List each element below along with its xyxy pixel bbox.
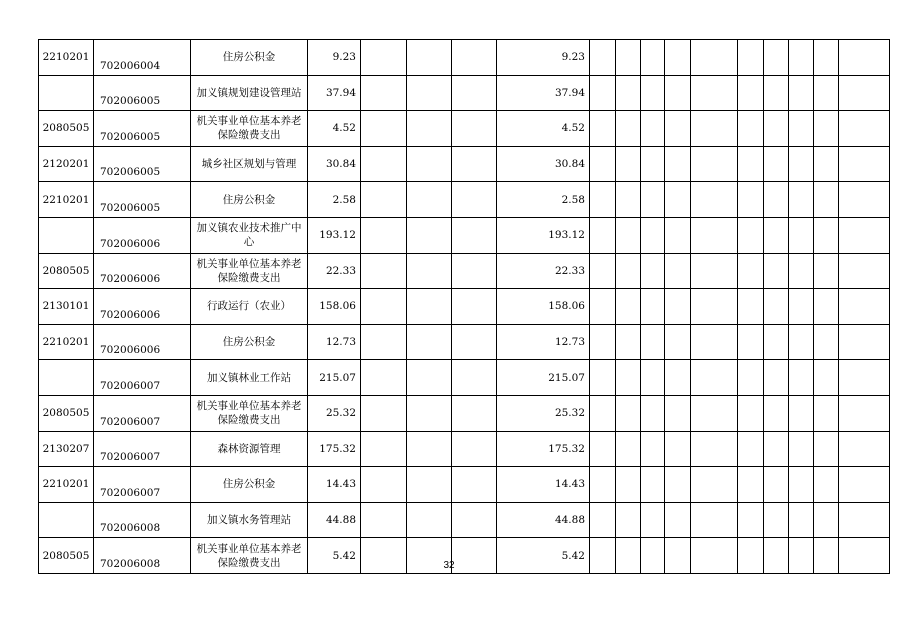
empty-cell: [764, 40, 789, 76]
empty-cell: [691, 111, 738, 147]
basic-expenditure-cell: 30.84: [497, 146, 590, 182]
unit-code-cell: 702006006: [94, 289, 191, 325]
empty-cell: [691, 360, 738, 396]
basic-expenditure-cell: 14.43: [497, 467, 590, 503]
empty-cell: [590, 75, 616, 111]
empty-cell: [590, 360, 616, 396]
subject-code-cell: 2210201: [39, 40, 94, 76]
total-amount-cell: 25.32: [308, 395, 361, 431]
empty-cell: [665, 289, 691, 325]
empty-cell: [641, 146, 665, 182]
empty-cell: [839, 40, 890, 76]
total-amount-cell: 30.84: [308, 146, 361, 182]
empty-cell: [814, 182, 839, 218]
subject-code-cell: 2210201: [39, 467, 94, 503]
basic-expenditure-cell: 2.58: [497, 182, 590, 218]
unit-code-cell: 702006007: [94, 467, 191, 503]
empty-cell: [407, 111, 452, 147]
item-name-cell: 住房公积金: [191, 182, 308, 218]
empty-cell: [407, 40, 452, 76]
empty-cell: [590, 324, 616, 360]
empty-cell: [789, 182, 814, 218]
empty-cell: [764, 502, 789, 538]
table-row: [39, 431, 890, 467]
empty-cell: [814, 111, 839, 147]
basic-expenditure-cell: 9.23: [497, 40, 590, 76]
empty-cell: [764, 182, 789, 218]
empty-cell: [738, 502, 764, 538]
empty-cell: [789, 253, 814, 289]
total-amount-cell: 4.52: [308, 111, 361, 147]
empty-cell: [691, 253, 738, 289]
total-amount-cell: 37.94: [308, 75, 361, 111]
total-amount-cell: 22.33: [308, 253, 361, 289]
item-name-cell: 机关事业单位基本养老保险缴费支出: [191, 395, 308, 431]
empty-cell: [839, 324, 890, 360]
empty-cell: [407, 395, 452, 431]
subject-code-cell: [39, 360, 94, 396]
empty-cell: [361, 395, 407, 431]
table-row: [39, 324, 890, 360]
item-name-cell: 加义镇规划建设管理站: [191, 75, 308, 111]
empty-cell: [407, 324, 452, 360]
empty-cell: [764, 253, 789, 289]
empty-cell: [641, 217, 665, 253]
total-amount-cell: 12.73: [308, 324, 361, 360]
empty-cell: [665, 395, 691, 431]
empty-cell: [814, 75, 839, 111]
table-body: [39, 40, 890, 574]
empty-cell: [789, 395, 814, 431]
total-amount-cell: 44.88: [308, 502, 361, 538]
empty-cell: [452, 217, 497, 253]
empty-cell: [764, 146, 789, 182]
table-row: [39, 217, 890, 253]
empty-cell: [665, 217, 691, 253]
subject-code-cell: [39, 502, 94, 538]
table-row: [39, 360, 890, 396]
empty-cell: [641, 289, 665, 325]
item-name-cell: 森林资源管理: [191, 431, 308, 467]
subject-code-cell: 2130207: [39, 431, 94, 467]
empty-cell: [789, 502, 814, 538]
empty-cell: [641, 395, 665, 431]
unit-code-cell: 702006004: [94, 40, 191, 76]
empty-cell: [764, 111, 789, 147]
empty-cell: [641, 360, 665, 396]
empty-cell: [789, 40, 814, 76]
empty-cell: [691, 324, 738, 360]
empty-cell: [407, 146, 452, 182]
empty-cell: [590, 431, 616, 467]
empty-cell: [361, 467, 407, 503]
empty-cell: [691, 502, 738, 538]
empty-cell: [814, 146, 839, 182]
total-amount-cell: 2.58: [308, 182, 361, 218]
total-amount-cell: 175.32: [308, 431, 361, 467]
empty-cell: [814, 395, 839, 431]
empty-cell: [616, 182, 641, 218]
empty-cell: [361, 75, 407, 111]
basic-expenditure-cell: 5.42: [497, 538, 590, 574]
empty-cell: [616, 146, 641, 182]
empty-cell: [641, 182, 665, 218]
empty-cell: [814, 40, 839, 76]
subject-code-cell: [39, 217, 94, 253]
empty-cell: [452, 253, 497, 289]
empty-cell: [691, 40, 738, 76]
unit-code-cell: 702006007: [94, 360, 191, 396]
empty-cell: [839, 360, 890, 396]
empty-cell: [407, 289, 452, 325]
empty-cell: [361, 360, 407, 396]
empty-cell: [590, 182, 616, 218]
total-amount-cell: 215.07: [308, 360, 361, 396]
empty-cell: [839, 467, 890, 503]
empty-cell: [814, 467, 839, 503]
empty-cell: [738, 253, 764, 289]
empty-cell: [738, 431, 764, 467]
subject-code-cell: 2080505: [39, 395, 94, 431]
empty-cell: [407, 467, 452, 503]
empty-cell: [665, 324, 691, 360]
empty-cell: [839, 182, 890, 218]
empty-cell: [839, 253, 890, 289]
empty-cell: [814, 360, 839, 396]
empty-cell: [452, 395, 497, 431]
empty-cell: [665, 431, 691, 467]
empty-cell: [839, 111, 890, 147]
empty-cell: [452, 146, 497, 182]
empty-cell: [616, 75, 641, 111]
empty-cell: [361, 182, 407, 218]
empty-cell: [839, 217, 890, 253]
empty-cell: [590, 40, 616, 76]
empty-cell: [738, 289, 764, 325]
empty-cell: [641, 502, 665, 538]
unit-code-cell: 702006006: [94, 324, 191, 360]
empty-cell: [616, 217, 641, 253]
item-name-cell: 城乡社区规划与管理: [191, 146, 308, 182]
empty-cell: [641, 111, 665, 147]
basic-expenditure-cell: 4.52: [497, 111, 590, 147]
item-name-cell: 住房公积金: [191, 40, 308, 76]
empty-cell: [665, 111, 691, 147]
empty-cell: [665, 467, 691, 503]
empty-cell: [839, 395, 890, 431]
empty-cell: [641, 253, 665, 289]
empty-cell: [452, 467, 497, 503]
empty-cell: [590, 289, 616, 325]
table-row: [39, 467, 890, 503]
empty-cell: [665, 75, 691, 111]
empty-cell: [407, 360, 452, 396]
total-amount-cell: 158.06: [308, 289, 361, 325]
empty-cell: [764, 324, 789, 360]
empty-cell: [789, 324, 814, 360]
empty-cell: [839, 431, 890, 467]
table-row: [39, 111, 890, 147]
subject-code-cell: 2080505: [39, 538, 94, 574]
empty-cell: [764, 431, 789, 467]
empty-cell: [738, 360, 764, 396]
empty-cell: [789, 111, 814, 147]
empty-cell: [361, 146, 407, 182]
item-name-cell: 加义镇水务管理站: [191, 502, 308, 538]
empty-cell: [641, 431, 665, 467]
empty-cell: [590, 146, 616, 182]
table-row: [39, 182, 890, 218]
table-row: [39, 40, 890, 76]
unit-code-cell: 702006008: [94, 502, 191, 538]
item-name-cell: 住房公积金: [191, 324, 308, 360]
empty-cell: [789, 289, 814, 325]
empty-cell: [665, 360, 691, 396]
empty-cell: [738, 395, 764, 431]
empty-cell: [361, 40, 407, 76]
basic-expenditure-cell: 37.94: [497, 75, 590, 111]
empty-cell: [789, 360, 814, 396]
total-amount-cell: 193.12: [308, 217, 361, 253]
empty-cell: [407, 217, 452, 253]
empty-cell: [452, 324, 497, 360]
item-name-cell: 机关事业单位基本养老保险缴费支出: [191, 111, 308, 147]
empty-cell: [665, 40, 691, 76]
basic-expenditure-cell: 193.12: [497, 217, 590, 253]
empty-cell: [616, 289, 641, 325]
budget-table: [38, 39, 890, 574]
empty-cell: [452, 431, 497, 467]
item-name-cell: 加义镇农业技术推广中心: [191, 217, 308, 253]
empty-cell: [764, 467, 789, 503]
empty-cell: [641, 324, 665, 360]
empty-cell: [738, 111, 764, 147]
empty-cell: [452, 40, 497, 76]
unit-code-cell: 702006007: [94, 395, 191, 431]
empty-cell: [839, 146, 890, 182]
empty-cell: [616, 324, 641, 360]
empty-cell: [452, 289, 497, 325]
empty-cell: [361, 324, 407, 360]
empty-cell: [361, 253, 407, 289]
subject-code-cell: 2080505: [39, 253, 94, 289]
subject-code-cell: 2120201: [39, 146, 94, 182]
empty-cell: [361, 289, 407, 325]
empty-cell: [789, 217, 814, 253]
empty-cell: [738, 467, 764, 503]
empty-cell: [814, 253, 839, 289]
empty-cell: [616, 431, 641, 467]
empty-cell: [814, 289, 839, 325]
basic-expenditure-cell: 175.32: [497, 431, 590, 467]
empty-cell: [616, 467, 641, 503]
empty-cell: [361, 111, 407, 147]
empty-cell: [590, 111, 616, 147]
empty-cell: [738, 40, 764, 76]
empty-cell: [452, 75, 497, 111]
empty-cell: [738, 75, 764, 111]
empty-cell: [764, 75, 789, 111]
unit-code-cell: 702006005: [94, 111, 191, 147]
table-row: [39, 289, 890, 325]
table-row: [39, 253, 890, 289]
empty-cell: [764, 217, 789, 253]
unit-code-cell: 702006008: [94, 538, 191, 574]
empty-cell: [407, 431, 452, 467]
unit-code-cell: 702006005: [94, 75, 191, 111]
empty-cell: [590, 467, 616, 503]
empty-cell: [616, 395, 641, 431]
empty-cell: [789, 431, 814, 467]
empty-cell: [616, 253, 641, 289]
empty-cell: [452, 502, 497, 538]
empty-cell: [616, 502, 641, 538]
subject-code-cell: [39, 75, 94, 111]
empty-cell: [691, 146, 738, 182]
empty-cell: [839, 75, 890, 111]
item-name-cell: 加义镇林业工作站: [191, 360, 308, 396]
total-amount-cell: 9.23: [308, 40, 361, 76]
table-row: [39, 502, 890, 538]
empty-cell: [764, 360, 789, 396]
empty-cell: [691, 395, 738, 431]
empty-cell: [641, 40, 665, 76]
empty-cell: [641, 467, 665, 503]
subject-code-cell: 2210201: [39, 182, 94, 218]
basic-expenditure-cell: 215.07: [497, 360, 590, 396]
empty-cell: [738, 146, 764, 182]
basic-expenditure-cell: 44.88: [497, 502, 590, 538]
empty-cell: [616, 40, 641, 76]
empty-cell: [814, 431, 839, 467]
item-name-cell: 机关事业单位基本养老保险缴费支出: [191, 538, 308, 574]
empty-cell: [452, 182, 497, 218]
empty-cell: [665, 182, 691, 218]
empty-cell: [361, 431, 407, 467]
empty-cell: [407, 253, 452, 289]
empty-cell: [839, 502, 890, 538]
empty-cell: [789, 75, 814, 111]
empty-cell: [665, 253, 691, 289]
empty-cell: [738, 324, 764, 360]
basic-expenditure-cell: 12.73: [497, 324, 590, 360]
empty-cell: [452, 360, 497, 396]
empty-cell: [691, 75, 738, 111]
empty-cell: [590, 395, 616, 431]
empty-cell: [814, 324, 839, 360]
empty-cell: [814, 217, 839, 253]
empty-cell: [764, 289, 789, 325]
empty-cell: [738, 182, 764, 218]
empty-cell: [590, 253, 616, 289]
empty-cell: [691, 467, 738, 503]
basic-expenditure-cell: 25.32: [497, 395, 590, 431]
empty-cell: [691, 217, 738, 253]
empty-cell: [665, 146, 691, 182]
unit-code-cell: 702006005: [94, 146, 191, 182]
page-number: 32: [443, 560, 455, 571]
empty-cell: [691, 431, 738, 467]
table-row: [39, 395, 890, 431]
basic-expenditure-cell: 22.33: [497, 253, 590, 289]
item-name-cell: 机关事业单位基本养老保险缴费支出: [191, 253, 308, 289]
unit-code-cell: 702006007: [94, 431, 191, 467]
table-row: [39, 75, 890, 111]
total-amount-cell: 14.43: [308, 467, 361, 503]
basic-expenditure-cell: 158.06: [497, 289, 590, 325]
empty-cell: [452, 111, 497, 147]
empty-cell: [407, 182, 452, 218]
subject-code-cell: 2130101: [39, 289, 94, 325]
empty-cell: [361, 502, 407, 538]
empty-cell: [407, 75, 452, 111]
empty-cell: [691, 182, 738, 218]
empty-cell: [665, 502, 691, 538]
unit-code-cell: 702006006: [94, 253, 191, 289]
empty-cell: [616, 360, 641, 396]
empty-cell: [814, 502, 839, 538]
empty-cell: [590, 217, 616, 253]
empty-cell: [361, 217, 407, 253]
subject-code-cell: 2210201: [39, 324, 94, 360]
item-name-cell: 行政运行（农业）: [191, 289, 308, 325]
total-amount-cell: 5.42: [308, 538, 361, 574]
empty-cell: [839, 289, 890, 325]
empty-cell: [407, 502, 452, 538]
empty-cell: [616, 111, 641, 147]
empty-cell: [789, 467, 814, 503]
subject-code-cell: 2080505: [39, 111, 94, 147]
empty-cell: [764, 395, 789, 431]
empty-cell: [641, 75, 665, 111]
unit-code-cell: 702006006: [94, 217, 191, 253]
unit-code-cell: 702006005: [94, 182, 191, 218]
empty-cell: [590, 502, 616, 538]
empty-cell: [789, 146, 814, 182]
empty-cell: [738, 217, 764, 253]
table-row: [39, 146, 890, 182]
empty-cell: [691, 289, 738, 325]
item-name-cell: 住房公积金: [191, 467, 308, 503]
